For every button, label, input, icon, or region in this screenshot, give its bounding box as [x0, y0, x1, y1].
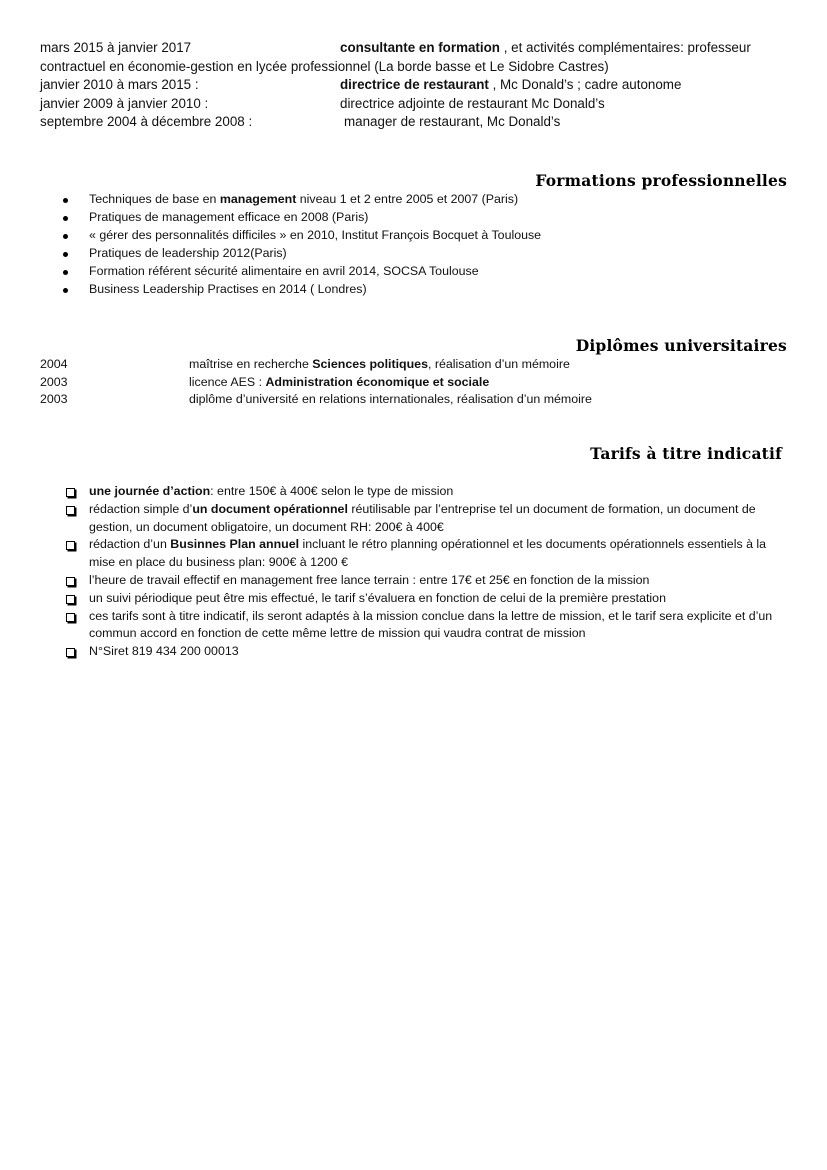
- experience-date: janvier 2010 à mars 2015 :: [40, 77, 199, 93]
- list-item: [63, 191, 783, 209]
- experience-date: mars 2015 à janvier 2017: [40, 40, 192, 55]
- experience-role-text: , Mc Donald’s ; cadre autonome: [488, 77, 682, 93]
- item-text: Techniques de base en: [89, 192, 220, 206]
- experience-section: [40, 39, 800, 132]
- item-text-bold: un document opérationnel: [192, 501, 348, 516]
- experience-role-bold: consultante en formation: [340, 40, 500, 55]
- list-item: [66, 483, 786, 501]
- list-item: [63, 245, 783, 263]
- bullet-icon: [63, 216, 68, 221]
- list-item: [63, 263, 783, 281]
- checkbox-bullet-icon: [66, 648, 75, 657]
- checkbox-bullet-icon: [66, 541, 75, 550]
- experience-row: [40, 58, 800, 77]
- experience-role: directrice adjointe de restaurant Mc Donald’s: [340, 95, 605, 111]
- item-text-bold: Administration économique et sociale: [265, 374, 490, 389]
- item-text-bold: Sciences politiques: [312, 357, 428, 371]
- experience-row: [40, 39, 800, 58]
- diploma-year: 2003: [40, 374, 68, 389]
- item-text: : entre 150€ à 400€ selon le type de mission: [210, 484, 454, 498]
- checkbox-bullet-icon: [66, 488, 75, 497]
- list-item: [66, 501, 786, 537]
- diploma-row: [40, 356, 800, 374]
- experience-continuation: contractuel en économie-gestion en lycée professionnel (La borde basse et Le Sidobre Castres): [40, 58, 609, 74]
- experience-role: manager de restaurant, Mc Donald’s: [344, 114, 561, 130]
- checkbox-bullet-icon: [66, 595, 75, 604]
- section-title-tarifs: Tarifs à titre indicatif: [590, 444, 782, 463]
- experience-date: septembre 2004 à décembre 2008 :: [40, 114, 253, 130]
- item-text: rédaction simple d’: [89, 501, 193, 516]
- diploma-year: 2004: [40, 357, 68, 371]
- bullet-icon: [63, 234, 68, 239]
- list-item: [66, 572, 786, 590]
- diploma-year: 2003: [40, 392, 68, 407]
- bullet-icon: [63, 198, 68, 203]
- item-text: ces tarifs sont à titre indicatif, ils seront adaptés à la mission conclue dans la lettre de mission, et le tarif sera explicite et d’un commun accord en fonction de cette même lettre de mission qui vaudra contrat de mission: [89, 608, 773, 641]
- diploma-description: [189, 374, 489, 392]
- item-text: rédaction d’un: [89, 537, 171, 552]
- experience-role: [340, 76, 681, 95]
- bullet-icon: [63, 270, 68, 275]
- item-text: réutilisable par l’entreprise tel un document de formation, un document de gestion, un document obligatoire, un document RH: 200€ à 400€: [89, 501, 756, 534]
- list-item: [66, 608, 786, 644]
- checkbox-bullet-icon: [66, 506, 75, 515]
- item-text-bold: Businnes Plan annuel: [170, 537, 300, 552]
- item-text-bold: une journée d’action: [89, 484, 211, 498]
- item-text-bold: management: [219, 192, 297, 206]
- item-text: licence AES :: [189, 374, 266, 389]
- formations-list: [63, 191, 783, 298]
- list-item: [63, 227, 783, 245]
- section-title-formations: Formations professionnelles: [535, 171, 787, 190]
- bullet-icon: [63, 252, 68, 257]
- checkbox-bullet-icon: [66, 577, 75, 586]
- experience-role-text: , et activités complémentaires: professeur: [499, 40, 751, 55]
- item-text: Business Leadership Practises en 2014 ( Londres): [89, 281, 367, 296]
- list-item: [66, 536, 786, 572]
- list-item: [66, 590, 786, 608]
- tarifs-list: [66, 483, 786, 661]
- item-text: « gérer des personnalités difficiles » en 2010, Institut François Bocquet à Toulouse: [89, 227, 542, 242]
- checkbox-bullet-icon: [66, 613, 75, 622]
- item-text: maîtrise en recherche: [189, 357, 313, 371]
- list-item: [63, 209, 783, 227]
- experience-row: [40, 113, 800, 132]
- experience-date: janvier 2009 à janvier 2010 :: [40, 95, 209, 111]
- experience-row: [40, 76, 800, 95]
- diploma-description: diplôme d’université en relations internationales, réalisation d’un mémoire: [189, 392, 592, 407]
- experience-row: [40, 95, 800, 114]
- bullet-icon: [63, 288, 68, 293]
- siret-number: N°Siret 819 434 200 00013: [89, 644, 239, 659]
- diploma-description: [189, 356, 570, 374]
- item-text: Pratiques de leadership 2012(Paris): [89, 245, 287, 260]
- item-text: Formation référent sécurité alimentaire en avril 2014, SOCSA Toulouse: [89, 263, 479, 278]
- experience-role-bold: directrice de restaurant: [340, 77, 489, 93]
- item-text: incluant le rétro planning opérationnel et les documents opérationnels essentiels à la mise en place du business plan: 900€ à 1200 €: [89, 537, 767, 570]
- item-text: , réalisation d’un mémoire: [427, 357, 570, 371]
- diplomas-section: [40, 356, 800, 409]
- section-title-diplomes: Diplômes universitaires: [575, 336, 787, 355]
- item-text: niveau 1 et 2 entre 2005 et 2007 (Paris): [296, 192, 519, 206]
- item-text: l’heure de travail effectif en management free lance terrain : entre 17€ et 25€ en fonction de la mission: [89, 572, 650, 587]
- experience-role: [340, 39, 751, 58]
- list-item: [63, 281, 783, 299]
- list-item: [66, 643, 786, 661]
- item-text: Pratiques de management efficace en 2008 (Paris): [89, 209, 369, 224]
- diploma-row: [40, 391, 800, 409]
- item-text: un suivi périodique peut être mis effectué, le tarif s’évaluera en fonction de celui de la première prestation: [89, 590, 666, 605]
- diploma-row: [40, 374, 800, 392]
